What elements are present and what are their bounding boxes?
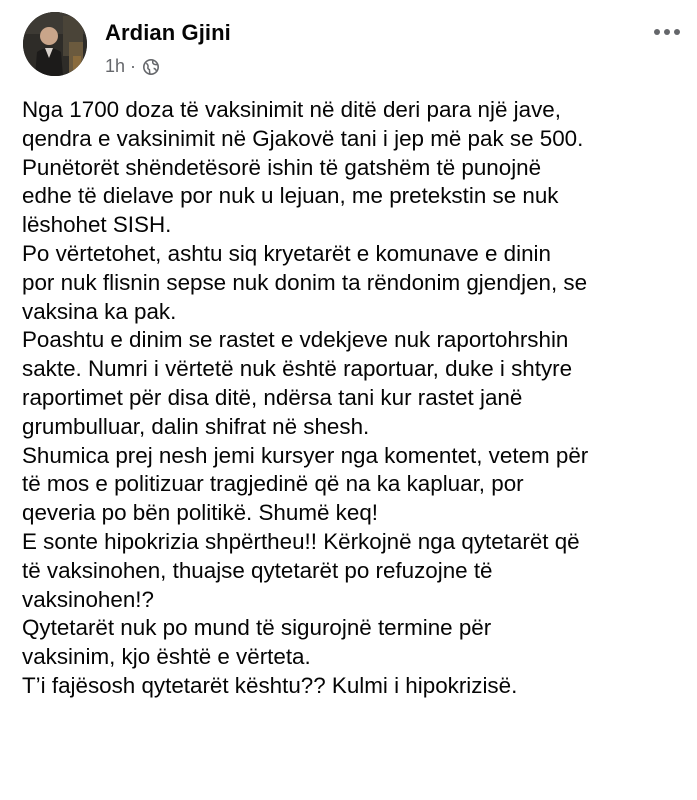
post-text-line: qeveria po bën politikë. Shumë keq! [22, 500, 378, 526]
post-text-line: grumbulluar, dalin shifrat në shesh. [22, 413, 370, 439]
post-meta [105, 56, 160, 77]
post-text-line: Nga 1700 doza të vaksinimit në ditë deri para një jave, [22, 97, 561, 122]
post-text-line: të mos e politizuar tragjedinë që na ka kapluar, por [22, 471, 524, 497]
post-text-line: vaksina ka pak. [22, 298, 177, 324]
profile-photo [23, 12, 87, 76]
post-text-line: vaksinim, kjo është e vërteta. [22, 644, 311, 670]
post-text-line: Shumica prej nesh jemi kursyer nga komentet, vetem për [22, 442, 589, 468]
post-text-line: Po vërtetohet, ashtu siq kryetarët e komunave e dinin [22, 240, 551, 266]
post-text-line: sakte. Numri i vërtetë nuk është raportuar, duke i shtyre [22, 356, 573, 382]
post-text-line: edhe të dielave por nuk u lejuan, me pretekstin se nuk [22, 183, 559, 209]
post-text-line: Poashtu e dinim se rastet e vdekjeve nuk raportohrshin [22, 327, 569, 353]
author-name[interactable]: Ardian Gjini [105, 20, 231, 45]
post-time[interactable]: 1h [105, 56, 126, 76]
more-options-icon[interactable] [647, 20, 687, 44]
post-text-line: qendra e vaksinimit në Gjakovë tani i jep më pak se 500. [22, 125, 584, 151]
post-header [17, 12, 687, 84]
post-text-line: të vaksinohen, thuajse qytetarët po refuzojne të [22, 557, 493, 583]
post-text-line: lëshohet SISH. [22, 212, 172, 238]
post-text-line: por nuk flisnin sepse nuk donim ta rëndonim gjendjen, se [22, 269, 588, 295]
post-text-line: raportimet për disa ditë, ndërsa tani kur rastet janë [22, 384, 523, 410]
post-text-line: Punëtorët shëndetësorë ishin të gatshëm të punojnë [22, 154, 542, 180]
post-text [22, 96, 690, 701]
avatar[interactable] [23, 12, 87, 76]
post-text-line: T’i fajësosh qytetarët kështu?? Kulmi i hipokrizisë. [22, 672, 518, 698]
globe-icon[interactable] [142, 58, 160, 76]
post-text-line: Qytetarët nuk po mund të sigurojnë termine për [22, 615, 492, 641]
post-text-line: vaksinohen!? [22, 586, 154, 612]
meta-separator: · [130, 56, 137, 76]
post-text-line: E sonte hipokrizia shpërtheu!! Kërkojnë nga qytetarët që [22, 528, 580, 554]
